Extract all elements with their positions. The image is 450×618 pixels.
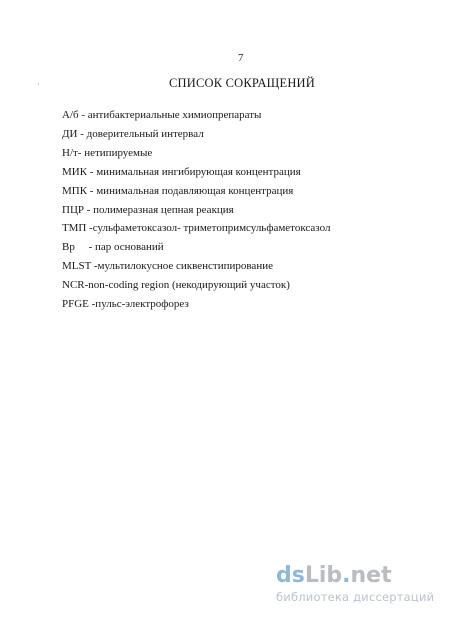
- page-title-text: СПИСОК СОКРАЩЕНИЙ: [168, 76, 316, 90]
- watermark-subtitle: библиотека диссертаций: [276, 590, 435, 604]
- watermark-logo: [276, 565, 446, 587]
- margin-mark: ·: [37, 80, 40, 89]
- abbreviation-item: Вр - пар оснований: [62, 241, 164, 254]
- page-number: 7: [238, 52, 244, 64]
- page-title: [0, 76, 450, 91]
- abbreviation-item: ТМП -сульфаметоксазол- триметопримсульфаметоксазол: [62, 222, 331, 235]
- abbreviation-item: МИК - минимальная ингибирующая концентрация: [62, 165, 301, 178]
- abbreviation-item: МПК - минимальная подавляющая концентрация: [62, 184, 294, 197]
- abbreviation-item: ДИ - доверительный интервал: [62, 127, 204, 140]
- watermark-logo-net: net: [350, 563, 392, 588]
- abbreviation-item: NCR-non-coding region (некодирующий участок): [62, 279, 290, 292]
- abbreviation-item: MLST -мультилокусное сиквенстипирование: [62, 260, 273, 273]
- abbreviation-item: ПЦР - полимеразная цепная реакция: [62, 203, 234, 216]
- abbreviation-list: [62, 106, 330, 314]
- watermark-logo-lib: Lib: [304, 563, 343, 588]
- watermark-logo-dot: .: [342, 563, 351, 588]
- dslib-watermark: [276, 565, 446, 604]
- abbreviation-item: Н/т- нетипируемые: [62, 146, 153, 159]
- abbreviation-item: А/б - антибактериальные химиопрепараты: [62, 109, 262, 121]
- watermark-logo-ds: ds: [276, 563, 305, 588]
- abbreviation-item: PFGE -пульс-электрофорез: [62, 298, 189, 311]
